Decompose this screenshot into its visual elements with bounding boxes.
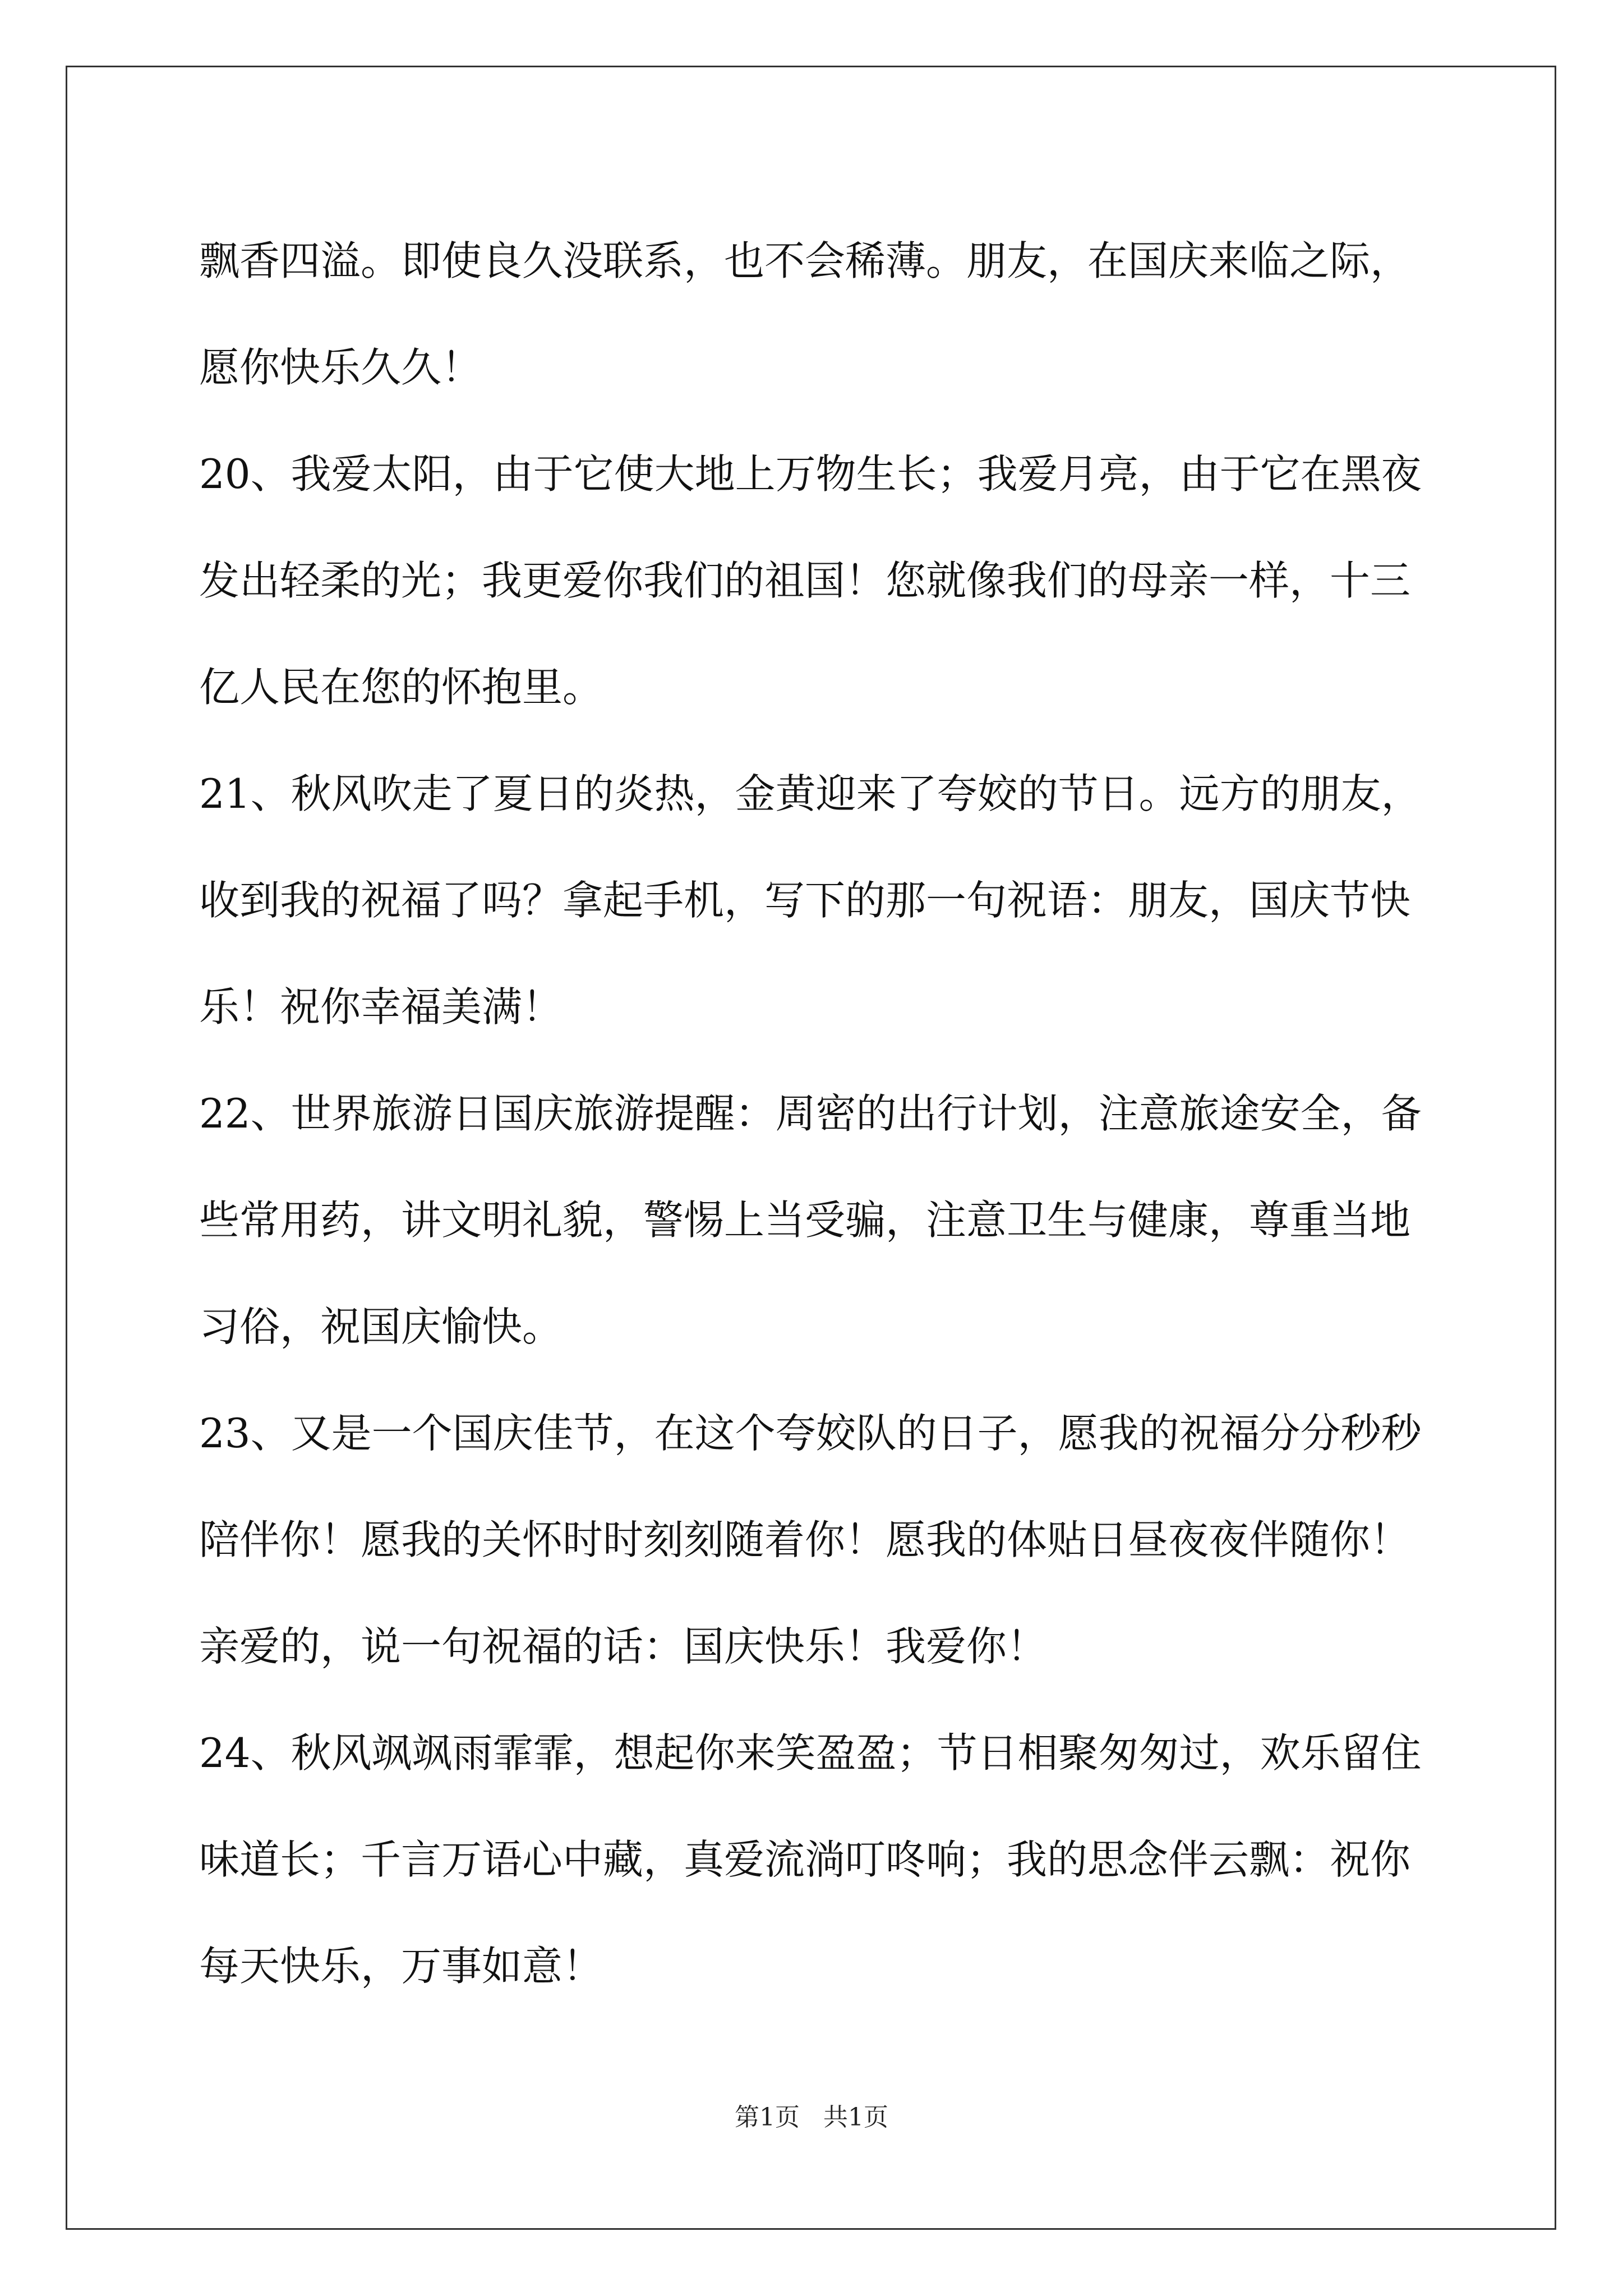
text-line: 些常用药，讲文明礼貌，警惕上当受骗，注意卫生与健康，尊重当地 [199,1197,1411,1244]
text-line: 21、秋风吹走了夏日的炎热，金黄迎来了夸姣的节日。远方的朋友， [199,770,1422,817]
text-line: 愿你快乐久久！ [199,344,482,391]
text-line: 亲爱的，说一句祝福的话：国庆快乐！我爱你！ [199,1623,1048,1670]
text-line: 收到我的祝福了吗？拿起手机，写下的那一句祝语：朋友，国庆节快 [199,877,1411,924]
text-line: 22、世界旅游日国庆旅游提醒：周密的出行计划，注意旅途安全，备 [199,1090,1422,1137]
text-line: 陪伴你！愿我的关怀时时刻刻随着你！愿我的体贴日昼夜夜伴随你！ [199,1516,1411,1563]
text-line: 飘香四溢。即使良久没联系，也不会稀薄。朋友，在国庆来临之际， [199,237,1411,284]
text-line: 亿人民在您的怀抱里。 [199,664,603,711]
document-body [199,208,1433,2019]
text-line: 乐！祝你幸福美满！ [199,983,563,1030]
text-line: 味道长；千言万语心中藏，真爱流淌叮咚响；我的思念伴云飘：祝你 [199,1836,1411,1883]
page-number-total: 共1页 [823,2103,888,2132]
text-line: 习俗，祝国庆愉快。 [199,1303,563,1350]
text-line: 24、秋风飒飒雨霏霏，想起你来笑盈盈；节日相聚匆匆过，欢乐留住 [199,1729,1422,1777]
text-line: 20、我爱太阳，由于它使大地上万物生长；我爱月亮，由于它在黑夜 [199,450,1422,498]
text-line: 每天快乐，万事如意！ [199,1943,603,1990]
text-line: 发出轻柔的光；我更爱你我们的祖国！您就像我们的母亲一样，十三 [199,557,1411,604]
page-footer [0,2101,1623,2134]
text-line: 23、又是一个国庆佳节，在这个夸姣队的日子，愿我的祝福分分秒秒 [199,1410,1422,1457]
page-number-current: 第1页 [735,2103,800,2132]
